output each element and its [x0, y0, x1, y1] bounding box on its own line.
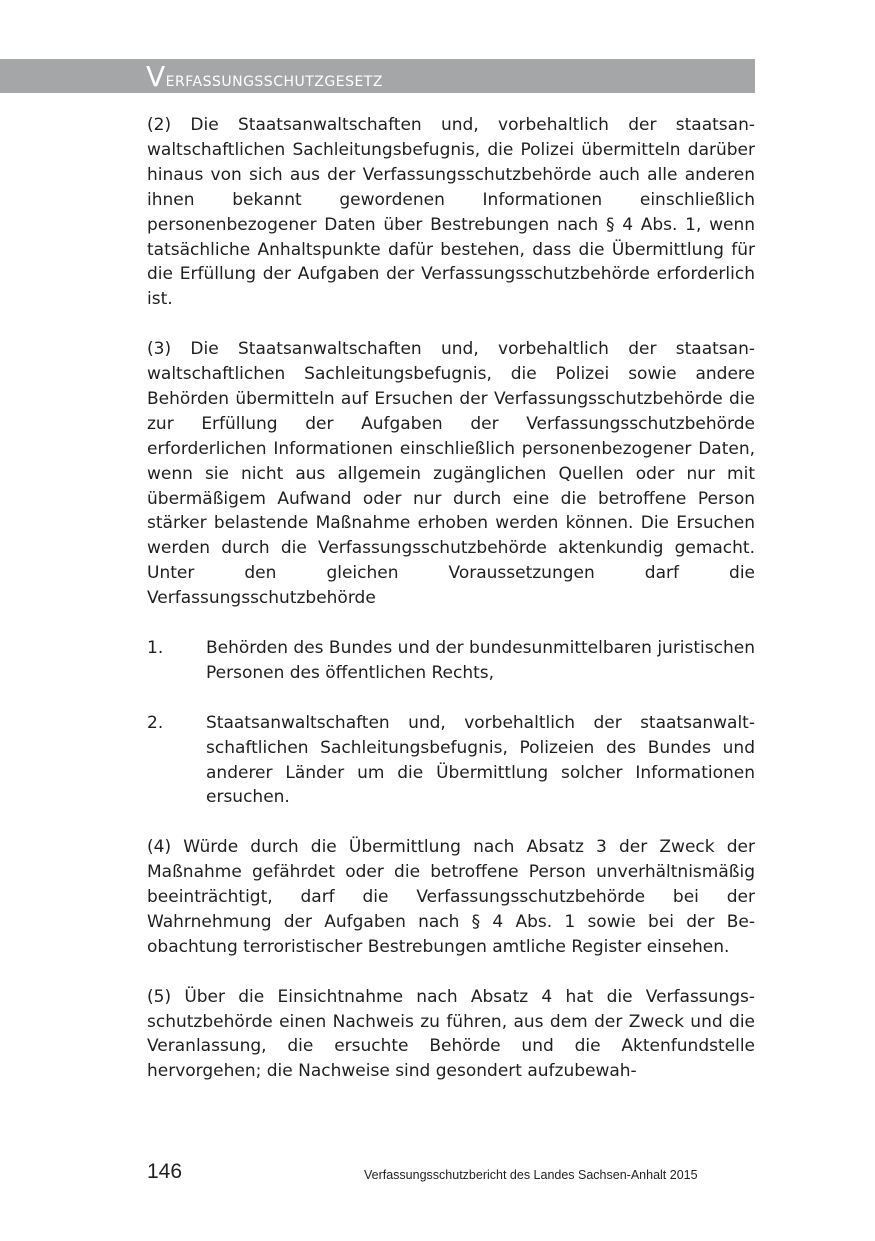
page-header-title: Verfassungsschutzgesetz [146, 60, 383, 93]
enumerated-list [147, 636, 755, 810]
list-item-number: 2. [147, 712, 164, 733]
paragraph-5: (5) Über die Einsichtnahme nach Absatz 4 hat die Verfassungsschutzbehörde einen Nachweis zu führen, aus dem der Zweck und die Veranlassung, die ersuchte Behörde und die Aktenfundstelle hervorgehen; die Nachweise sind gesondert aufzubewah- [147, 986, 755, 1082]
list-item-number: 1. [147, 638, 164, 658]
paragraph-2: (2) Die Staatsanwaltschaften und, vorbehaltlich der staatsanwaltschaftlichen Sachleitungsbefugnis, die Polizei übermitteln darüber hinaus von sich aus der Verfassungsschutzbehörde auch alle anderen ihnen bekannt gewordenen Informationen einschließlich personenbezogener Daten über Bestrebungen nach § 4 Abs. 1, wenn tatsächliche Anhaltspunkte dafür bestehen, dass die Übermittlung für die Erfüllung der Aufgaben der Verfassungsschutzbehörde erforderlich ist. [147, 115, 755, 310]
page-number: 146 [147, 1160, 183, 1183]
list-item-text: Staatsanwaltschaften und, vorbehaltlich der staatsanwaltschaftlichen Sachleitungsbefugnis, Polizeien des Bundes und anderer Länder um die Übermittlung solcher Informationen ersuchen. [206, 712, 755, 808]
list-item [147, 711, 755, 811]
list-item-text: Behörden des Bundes und der bundesunmittelbaren juristischen Personen des öffentlichen Rechts, [206, 638, 755, 683]
footer-publication: Verfassungsschutzbericht des Landes Sachsen-Anhalt 2015 [364, 1168, 698, 1182]
document-body [147, 113, 755, 1109]
paragraph-4: (4) Würde durch die Übermittlung nach Absatz 3 der Zweck der Maßnahme gefährdet oder die betroffene Person unverhältnismäßig beeinträchtigt, darf die Verfassungsschutzbehörde bei der Wahrnehmung der Aufgaben nach § 4 Abs. 1 sowie bei der Beobachtung terroristischer Bestrebungen amtliche Register einsehen. [147, 837, 755, 957]
list-item [147, 636, 755, 686]
paragraph-3: (3) Die Staatsanwaltschaften und, vorbehaltlich der staatsanwaltschaftlichen Sachleitungsbefugnis, die Polizei sowie andere Behörden übermitteln auf Ersuchen der Verfassungsschutzbehörde die zur Erfüllung der Aufgaben der Verfassungsschutzbehörde erforderlichen Informationen einschließlich personenbezogener Daten, wenn sie nicht aus allgemein zugänglichen Quellen oder nur mit übermäßigem Aufwand oder nur durch eine die betroffene Person stärker belastende Maßnahme erhoben werden können. Die Ersuchen werden durch die Verfassungsschutzbehörde aktenkundig gemacht. Unter den gleichen Voraussetzungen darf die Verfassungsschutzbehörde [147, 339, 755, 609]
